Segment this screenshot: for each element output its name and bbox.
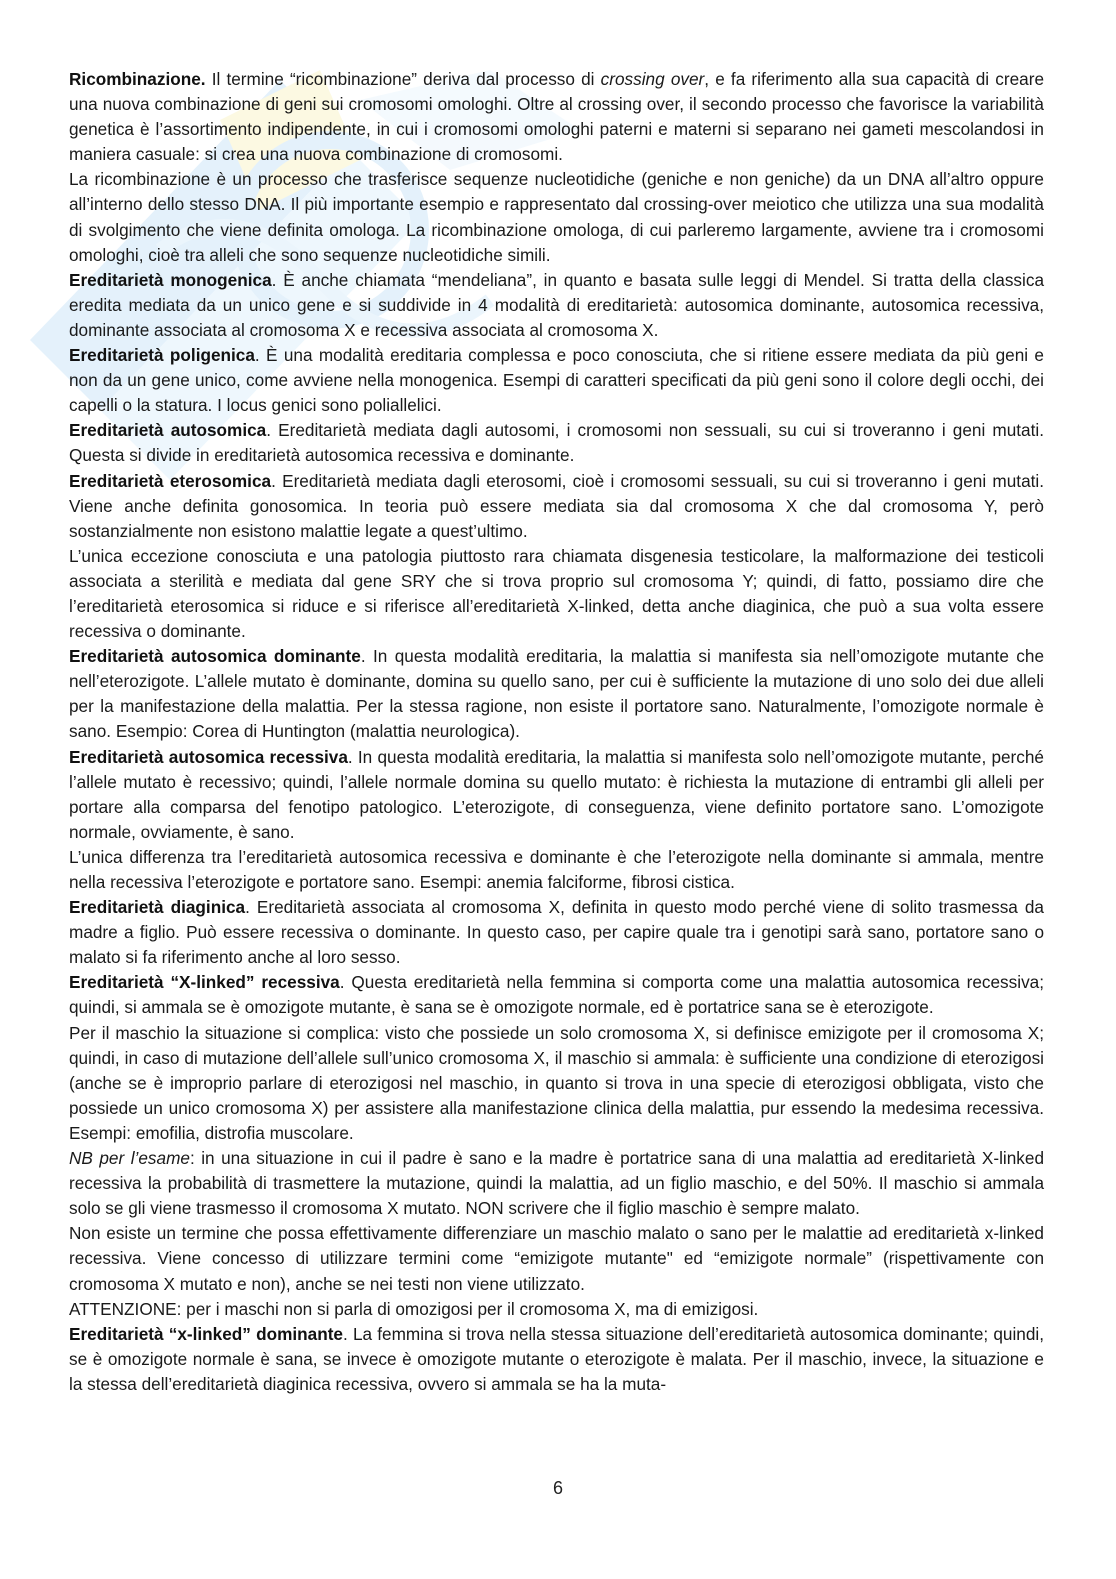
paragraph-text: Per il maschio la situazione si complica: visto che possiede un solo cromosoma X, si definisce emizigote per il cromosoma X; quindi, in caso di mutazione dell’allele sull’unico cromosoma X, il maschio si ammala: è sufficiente una condizione di eterozigosi (anche se è improprio parlare di eterozigosi nel maschio, in quanto si trova in una specie di eterozigosi obbligata, visto che possiede un unico cromosoma X) per assistere alla manifestazione clinica della malattia, pur essendo la medesima recessiva. Esempi: emofilia, distrofia muscolare. — [69, 1022, 1044, 1143]
paragraph-heading: Ricombinazione. — [69, 69, 206, 89]
paragraph — [69, 1221, 1044, 1296]
paragraph-heading: Ereditarietà autosomica recessiva — [69, 746, 348, 767]
paragraph-text: . In questa modalità ereditaria, la malattia si manifesta sia nell’omozigote mutante che nell’eterozigote. L’allele mutato è dominante, domina su quello sano, per cui è sufficiente la mutazione di uno solo dei due alleli per la manifestazione della malattia. Per la stessa ragione, non esiste il portatore sano. Naturalmente, l’omozigote normale è sano. Esempio: Corea di Huntington (malattia neurologica). — [69, 646, 1045, 742]
paragraph — [69, 67, 1044, 167]
paragraph-heading: Ereditarietà diaginica — [69, 897, 246, 918]
italic-text: NB per l’esame — [69, 1148, 190, 1169]
paragraph-heading: Ereditarietà monogenica — [69, 269, 272, 290]
paragraph-text: La ricombinazione è un processo che trasferisce sequenze nucleotidiche (geniche e non geniche) da un DNA all’altro oppure all’interno dello stesso DNA. Il più importante esempio e rappresentato dal crossing-over meiotico che utilizza una sua modalità di svolgimento che viene definita omologa. La ricombinazione omologa, di cui parleremo largamente, avviene tra i cromosomi omologhi, cioè tra alleli che sono sequenze nucleotidiche simili. — [69, 169, 1044, 265]
paragraph — [69, 268, 1044, 343]
paragraph-heading: Ereditarietà “X-linked” recessiva — [69, 972, 340, 993]
paragraph — [69, 1322, 1044, 1397]
paragraph — [69, 745, 1044, 845]
paragraph — [69, 1021, 1044, 1146]
page-number: 6 — [552, 1478, 563, 1498]
paragraph-text: L’unica eccezione conosciuta e una patologia piuttosto rara chiamata disgenesia testicolare, la malformazione dei testicoli associata a sterilità e mediata dal gene SRY che si trova proprio sul cromosoma Y; quindi, di fatto, possiamo dire che l’ereditarietà eterosomica si riduce e si riferisce all’ereditarietà X-linked, detta anche diaginica, che può a sua volta essere recessiva o dominante. — [69, 545, 1044, 642]
paragraph — [69, 895, 1044, 970]
paragraph-text: . La femmina si trova nella stessa situazione dell’ereditarietà autosomica dominante; quindi, se è omozigote normale è sana, se invece è omozigote mutante o eterozigote è malata. Per il maschio, invece, la situazione e la stessa dell’ereditarietà diaginica recessiva, ovvero si ammala se ha la muta- — [69, 1323, 1044, 1394]
paragraph-text: . Ereditarietà mediata dagli autosomi, i cromosomi non sessuali, su cui si troveranno i geni mutati. Questa si divide in ereditarietà autosomica recessiva e dominante. — [69, 420, 1044, 466]
paragraph — [69, 1297, 1044, 1322]
paragraph — [69, 469, 1044, 544]
paragraph-heading: Ereditarietà poligenica — [69, 345, 255, 366]
paragraph-text: : in una situazione in cui il padre è sano e la madre è portatrice sana di una malattia ad ereditarietà X-linked recessiva la probabilità di trasmettere la mutazione, quindi la malattia, ad un figlio maschio, e del 50%. Il maschio si ammala solo se gli viene trasmesso il cromosoma X mutato. NON scrivere che il figlio maschio è sempre malato. — [69, 1148, 1045, 1219]
document-page — [69, 67, 1044, 1397]
paragraph — [69, 343, 1044, 418]
paragraph-text: Il termine “ricombinazione” deriva dal processo di — [205, 69, 601, 89]
paragraph-text: . È una modalità ereditaria complessa e poco conosciuta, che si ritiene essere mediata da più geni e non da un gene unico, come avviene nella monogenica. Esempi di caratteri specificati da più geni sono il colore degli occhi, dei capelli o la statura. I locus genici sono poliallelici. — [69, 345, 1044, 416]
paragraph-text: . In questa modalità ereditaria, la malattia si manifesta solo nell’omozigote mutante, perché l’allele mutato è recessivo; quindi, l’allele normale domina su quello mutato: è richiesta la mutazione di entrambi gli alleli per portare alla comparsa del fenotipo patologico. L’eterozigote, di conseguenza, viene definito portatore sano. L’omozigote normale, ovviamente, è sano. — [69, 746, 1044, 842]
paragraph-text: L’unica differenza tra l’ereditarietà autosomica recessiva e dominante è che l’eterozigote nella dominante si ammala, mentre nella recessiva l’eterozigote e portatore sano. Esempi: anemia falciforme, fibrosi cistica. — [69, 846, 1044, 892]
paragraph-heading: Ereditarietà autosomica — [69, 420, 267, 441]
paragraph-text: , e fa riferimento alla sua capacità di creare una nuova combinazione di geni sui cromosomi omologhi. Oltre al crossing over, il secondo processo che favorisce la variabilità genetica è l’assortimento indipendente, in cui i cromosomi omologhi paterni e materni si separano nei gameti mescolandosi in maniera casuale: si crea una nuova combinazione di cromosomi. — [69, 69, 1044, 165]
paragraph — [69, 845, 1044, 895]
paragraph-text: . Questa ereditarietà nella femmina si comporta come una malattia autosomica recessiva; quindi, si ammala se è omozigote mutante, è sana se è omozigote normale, ed è portatrice sana se è eterozigote. — [69, 972, 1044, 1018]
italic-text: crossing over — [600, 69, 705, 89]
paragraph — [69, 970, 1044, 1020]
paragraph-text: Non esiste un termine che possa effettivamente differenziare un maschio malato o sano per le malattie ad ereditarietà x-linked recessiva. Viene concesso di utilizzare termini come “emizigote mutante" ed “emizigote normale” (rispettivamente con cromosoma X mutato e non), anche se nei testi non viene utilizzato. — [69, 1223, 1044, 1294]
paragraph-text: . Ereditarietà associata al cromosoma X, definita in questo modo perché viene di solito trasmessa da madre a figlio. Può essere recessiva o dominante. In questo caso, per capire quale tra i genotipi sarà sano, portatore sano o malato si fa riferimento anche al loro sesso. — [69, 897, 1044, 968]
paragraph — [69, 544, 1044, 644]
paragraph-text: . È anche chiamata “mendeliana”, in quanto e basata sulle leggi di Mendel. Si tratta della classica eredita mediata da un unico gene e si suddivide in 4 modalità di ereditarietà: autosomica dominante, autosomica recessiva, dominante associata al cromosoma X e recessiva associata al cromosoma X. — [69, 269, 1044, 340]
paragraph-heading: Ereditarietà “x-linked” dominante — [69, 1323, 343, 1344]
paragraph — [69, 1146, 1044, 1221]
paragraph-text: . Ereditarietà mediata dagli eterosomi, cioè i cromosomi sessuali, su cui si troveranno i geni mutati. Viene anche definita gonosomica. In teoria può essere mediata sia dal cromosoma X che dal cromosoma Y, però sostanzialmente non esistono malattie legate a quest’ultimo. — [69, 470, 1044, 541]
paragraph-text: ATTENZIONE: per i maschi non si parla di omozigosi per il cromosoma X, ma di emizigosi. — [69, 1298, 759, 1319]
paragraph — [69, 418, 1044, 468]
paragraph-heading: Ereditarietà autosomica dominante — [69, 646, 361, 667]
paragraph-heading: Ereditarietà eterosomica — [69, 470, 272, 491]
paragraph — [69, 644, 1044, 744]
paragraph — [69, 167, 1044, 267]
